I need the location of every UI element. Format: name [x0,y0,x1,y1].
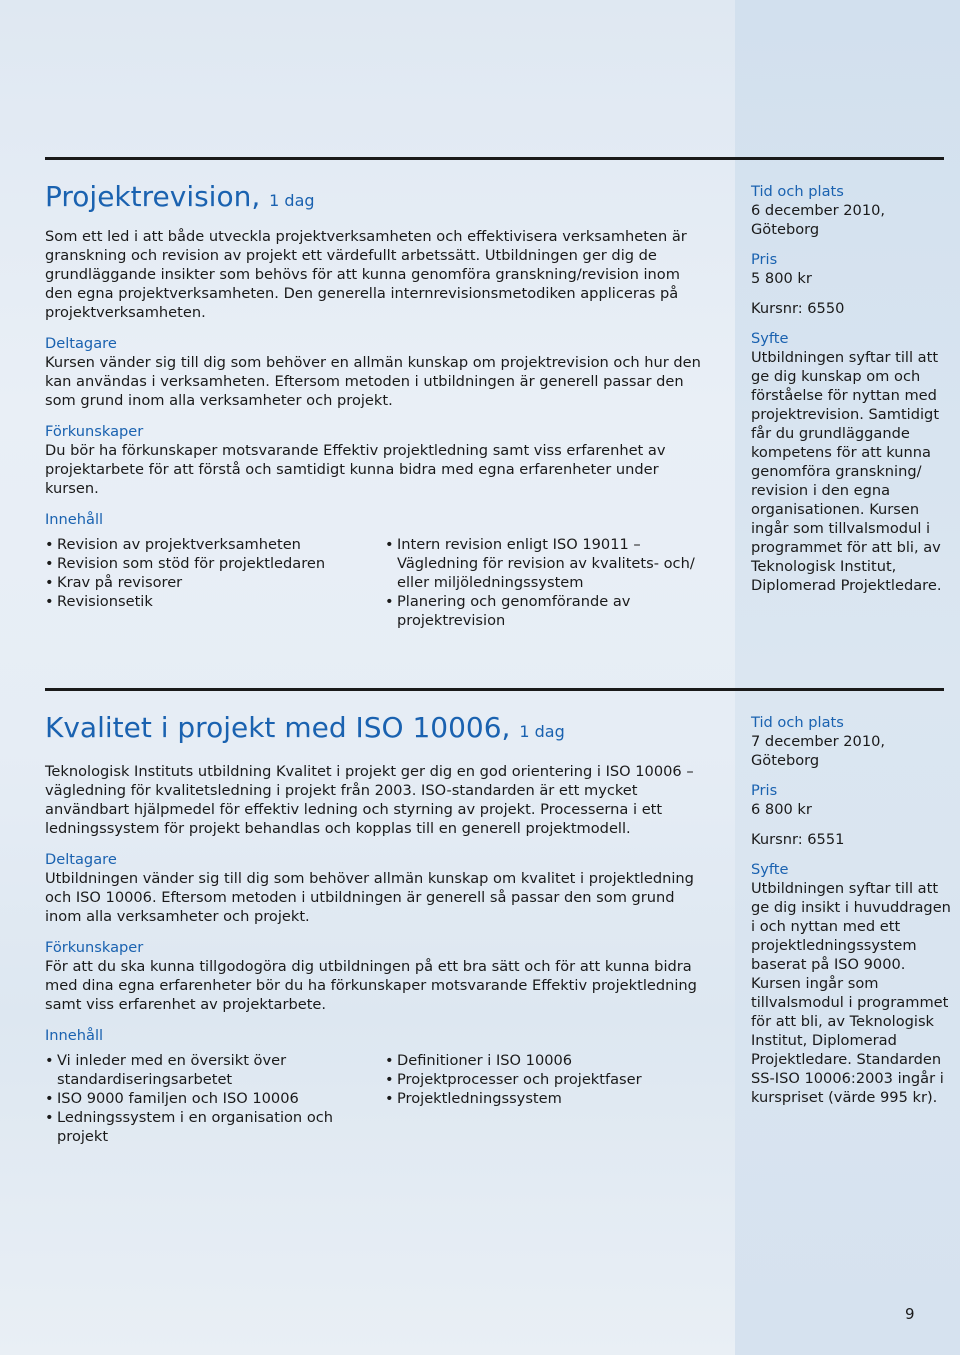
content-heading: Innehåll [45,511,104,528]
time-text: 6 december 2010, Göteborg [751,202,886,238]
content-list-left [45,1051,385,1146]
participants-heading: Deltagare [45,335,117,352]
price-text: 6 800 kr [751,801,812,818]
participants-text: Kursen vänder sig till dig som behöver en allmän kunskap om projektrevision och hur den kan användas i verksamheten. Eftersom metoden i utbildningen är generell passar den som grund inom alla verksamheter och projekt. [45,354,701,409]
list-item: • ISO 9000 familjen och ISO 10006 [45,1089,385,1108]
list-item: • Projektprocesser och projektfaser [385,1070,705,1089]
page-number: 9 [905,1305,915,1323]
content-list-right [385,535,705,630]
course-duration: 1 dag [519,722,565,741]
purpose-text: Utbildningen syftar till att ge dig kunskap om och förståelse för nyttan med projektrevision. Samtidigt får du grundläggande kompetens för att kunna genomföra granskning/ revision i den egna organisationen. Kursen ingår som tillvalsmodul i programmet för att bli, av Teknologisk Institut, Diplomerad Projektledare. [751,349,942,594]
course-sidebar [751,713,951,1107]
list-item: • Revisionsetik [45,592,385,611]
list-item: • Ledningssystem i en organisation och projekt [45,1108,385,1146]
course-title [45,180,705,218]
participants-text: Utbildningen vänder sig till dig som behöver allmän kunskap om kvalitet i projektledning och ISO 10006. Eftersom metoden i utbildningen är generell så passar den som grund inom alla verksamheter och projekt. [45,870,694,925]
content-list-left [45,535,385,630]
time-text: 7 december 2010, Göteborg [751,733,886,769]
course-sidebar [751,182,951,595]
course-main [45,180,705,630]
list-item: • Definitioner i ISO 10006 [385,1051,705,1070]
course-main [45,711,705,1146]
time-heading: Tid och plats [751,183,844,200]
course-number: Kursnr: 6550 [751,300,845,317]
course-intro: Teknologisk Instituts utbildning Kvalitet i projekt ger dig en god orientering i ISO 10006 – vägledning för kvalitetsledning i projekt från 2003. ISO-standarden är ett mycket användbart hjälpmedel för effektiv ledning och styrning av projekt. Processerna i ett ledningssystem för projekt behandlas och kopplas till en generell projektmodell. [45,763,694,837]
list-item: • Revision som stöd för projektledaren [45,554,385,573]
course-intro: Som ett led i att både utveckla projektverksamheten och effektivisera verksamheten är granskning och revision av projekt ett värdefullt arbetssätt. Utbildningen ger dig de grundläggande insikter som behövs för att kunna genomföra granskning/revision inom den egna projektverksamheten. Den generella internrevisionsmetodiken appliceras på projektverksamheten. [45,228,687,321]
purpose-text: Utbildningen syftar till att ge dig insikt i huvuddragen i och nyttan med ett projektledningssystem baserat på ISO 9000. Kursen ingår som tillvalsmodul i programmet för att bli, av Teknologisk Institut, Diplomerad Projektledare. Standarden SS-ISO 10006:2003 ingår i kurspriset (värde 995 kr). [751,880,951,1106]
list-item: • Planering och genomförande av projektrevision [385,592,705,630]
course-title-text: Kvalitet i projekt med ISO 10006, [45,711,511,744]
list-item: • Projektledningssystem [385,1089,705,1108]
price-heading: Pris [751,251,778,268]
list-item: • Revision av projektverksamheten [45,535,385,554]
prerequisites-text: För att du ska kunna tillgodogöra dig utbildningen på ett bra sätt och för att kunna bidra med dina egna erfarenheter bör du ha förkunskaper motsvarande Effektiv projektledning samt viss erfarenhet av projektarbete. [45,958,697,1013]
list-item: • Intern revision enligt ISO 19011 – Vägledning för revision av kvalitets- och/ eller miljöledningssystem [385,535,705,592]
price-text: 5 800 kr [751,270,812,287]
list-item: • Krav på revisorer [45,573,385,592]
purpose-heading: Syfte [751,861,789,878]
prerequisites-heading: Förkunskaper [45,423,144,440]
prerequisites-heading: Förkunskaper [45,939,144,956]
content-list [45,535,705,630]
time-heading: Tid och plats [751,714,844,731]
course-title [45,711,705,749]
price-heading: Pris [751,782,778,799]
section-divider [45,157,944,160]
list-item: • Vi inleder med en översikt över standardiseringsarbetet [45,1051,385,1089]
course-title-text: Projektrevision, [45,180,261,213]
participants-heading: Deltagare [45,851,117,868]
content-heading: Innehåll [45,1027,104,1044]
section-divider [45,688,944,691]
course-duration: 1 dag [269,191,315,210]
course-number: Kursnr: 6551 [751,831,845,848]
content-list-right [385,1051,705,1146]
purpose-heading: Syfte [751,330,789,347]
prerequisites-text: Du bör ha förkunskaper motsvarande Effektiv projektledning samt viss erfarenhet av projektarbete för att förstå och samtidigt kunna bidra med egna erfarenheter under kursen. [45,442,666,497]
content-list [45,1051,705,1146]
